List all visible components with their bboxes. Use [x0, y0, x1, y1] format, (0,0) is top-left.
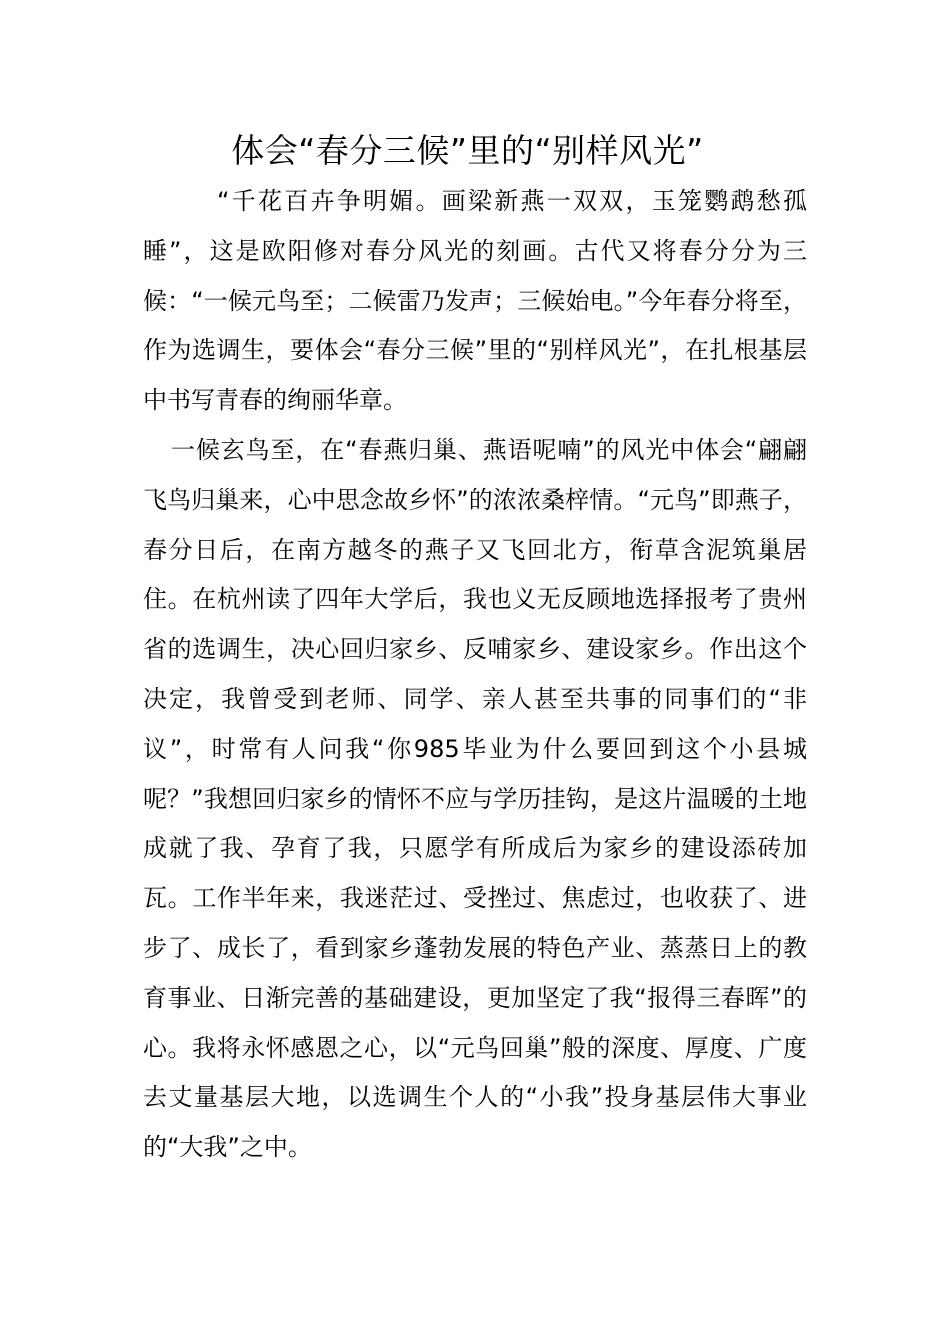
paragraph-first-phase: 一候玄鸟至，在“春燕归巢、燕语呢喃”的风光中体会“翩翩飞鸟归巢来，心中思念故乡怀”的浓浓桑梓情。“元鸟”即燕子，春分日后，在南方越冬的燕子又飞回北方，衔草含泥筑巢居住。在杭州读了四年大学后，我也义无反顾地选择报考了贵州省的选调生，决心回归家乡、反哺家乡、建设家乡。作出这个决定，我曾受到老师、同学、亲人甚至共事的同事们的“非议”，时常有人问我“你985毕业为什么要回到这个小县城呢？”我想回归家乡的情怀不应与学历挂钩，是这片温暖的土地成就了我、孕育了我，只愿学有所成后为家乡的建设添砖加瓦。工作半年来，我迷茫过、受挫过、焦虑过，也收获了、进步了、成长了，看到家乡蓬勃发展的特色产业、蒸蒸日上的教育事业、日渐完善的基础建设，更加坚定了我“报得三春晖”的心。我将永怀感恩之心，以“元鸟回巢”般的深度、厚度、广度去丈量基层大地，以选调生个人的“小我”投身基层伟大事业的“大我”之中。: [143, 435, 807, 1162]
paragraph-intro: “千花百卉争明媚。画梁新燕一双双，玉笼鹦鹉愁孤睡”，这是欧阳修对春分风光的刻画。古代又将春分分为三候：“一候元鸟至；二候雷乃发声；三候始电。”今年春分将至，作为选调生，要体会“春分三候”里的“别样风光”，在扎根基层中书写青春的绚丽华章。: [143, 187, 807, 415]
document-title: 体会“春分三候”里的“别样风光”: [231, 131, 704, 170]
document-body: [143, 177, 807, 1173]
